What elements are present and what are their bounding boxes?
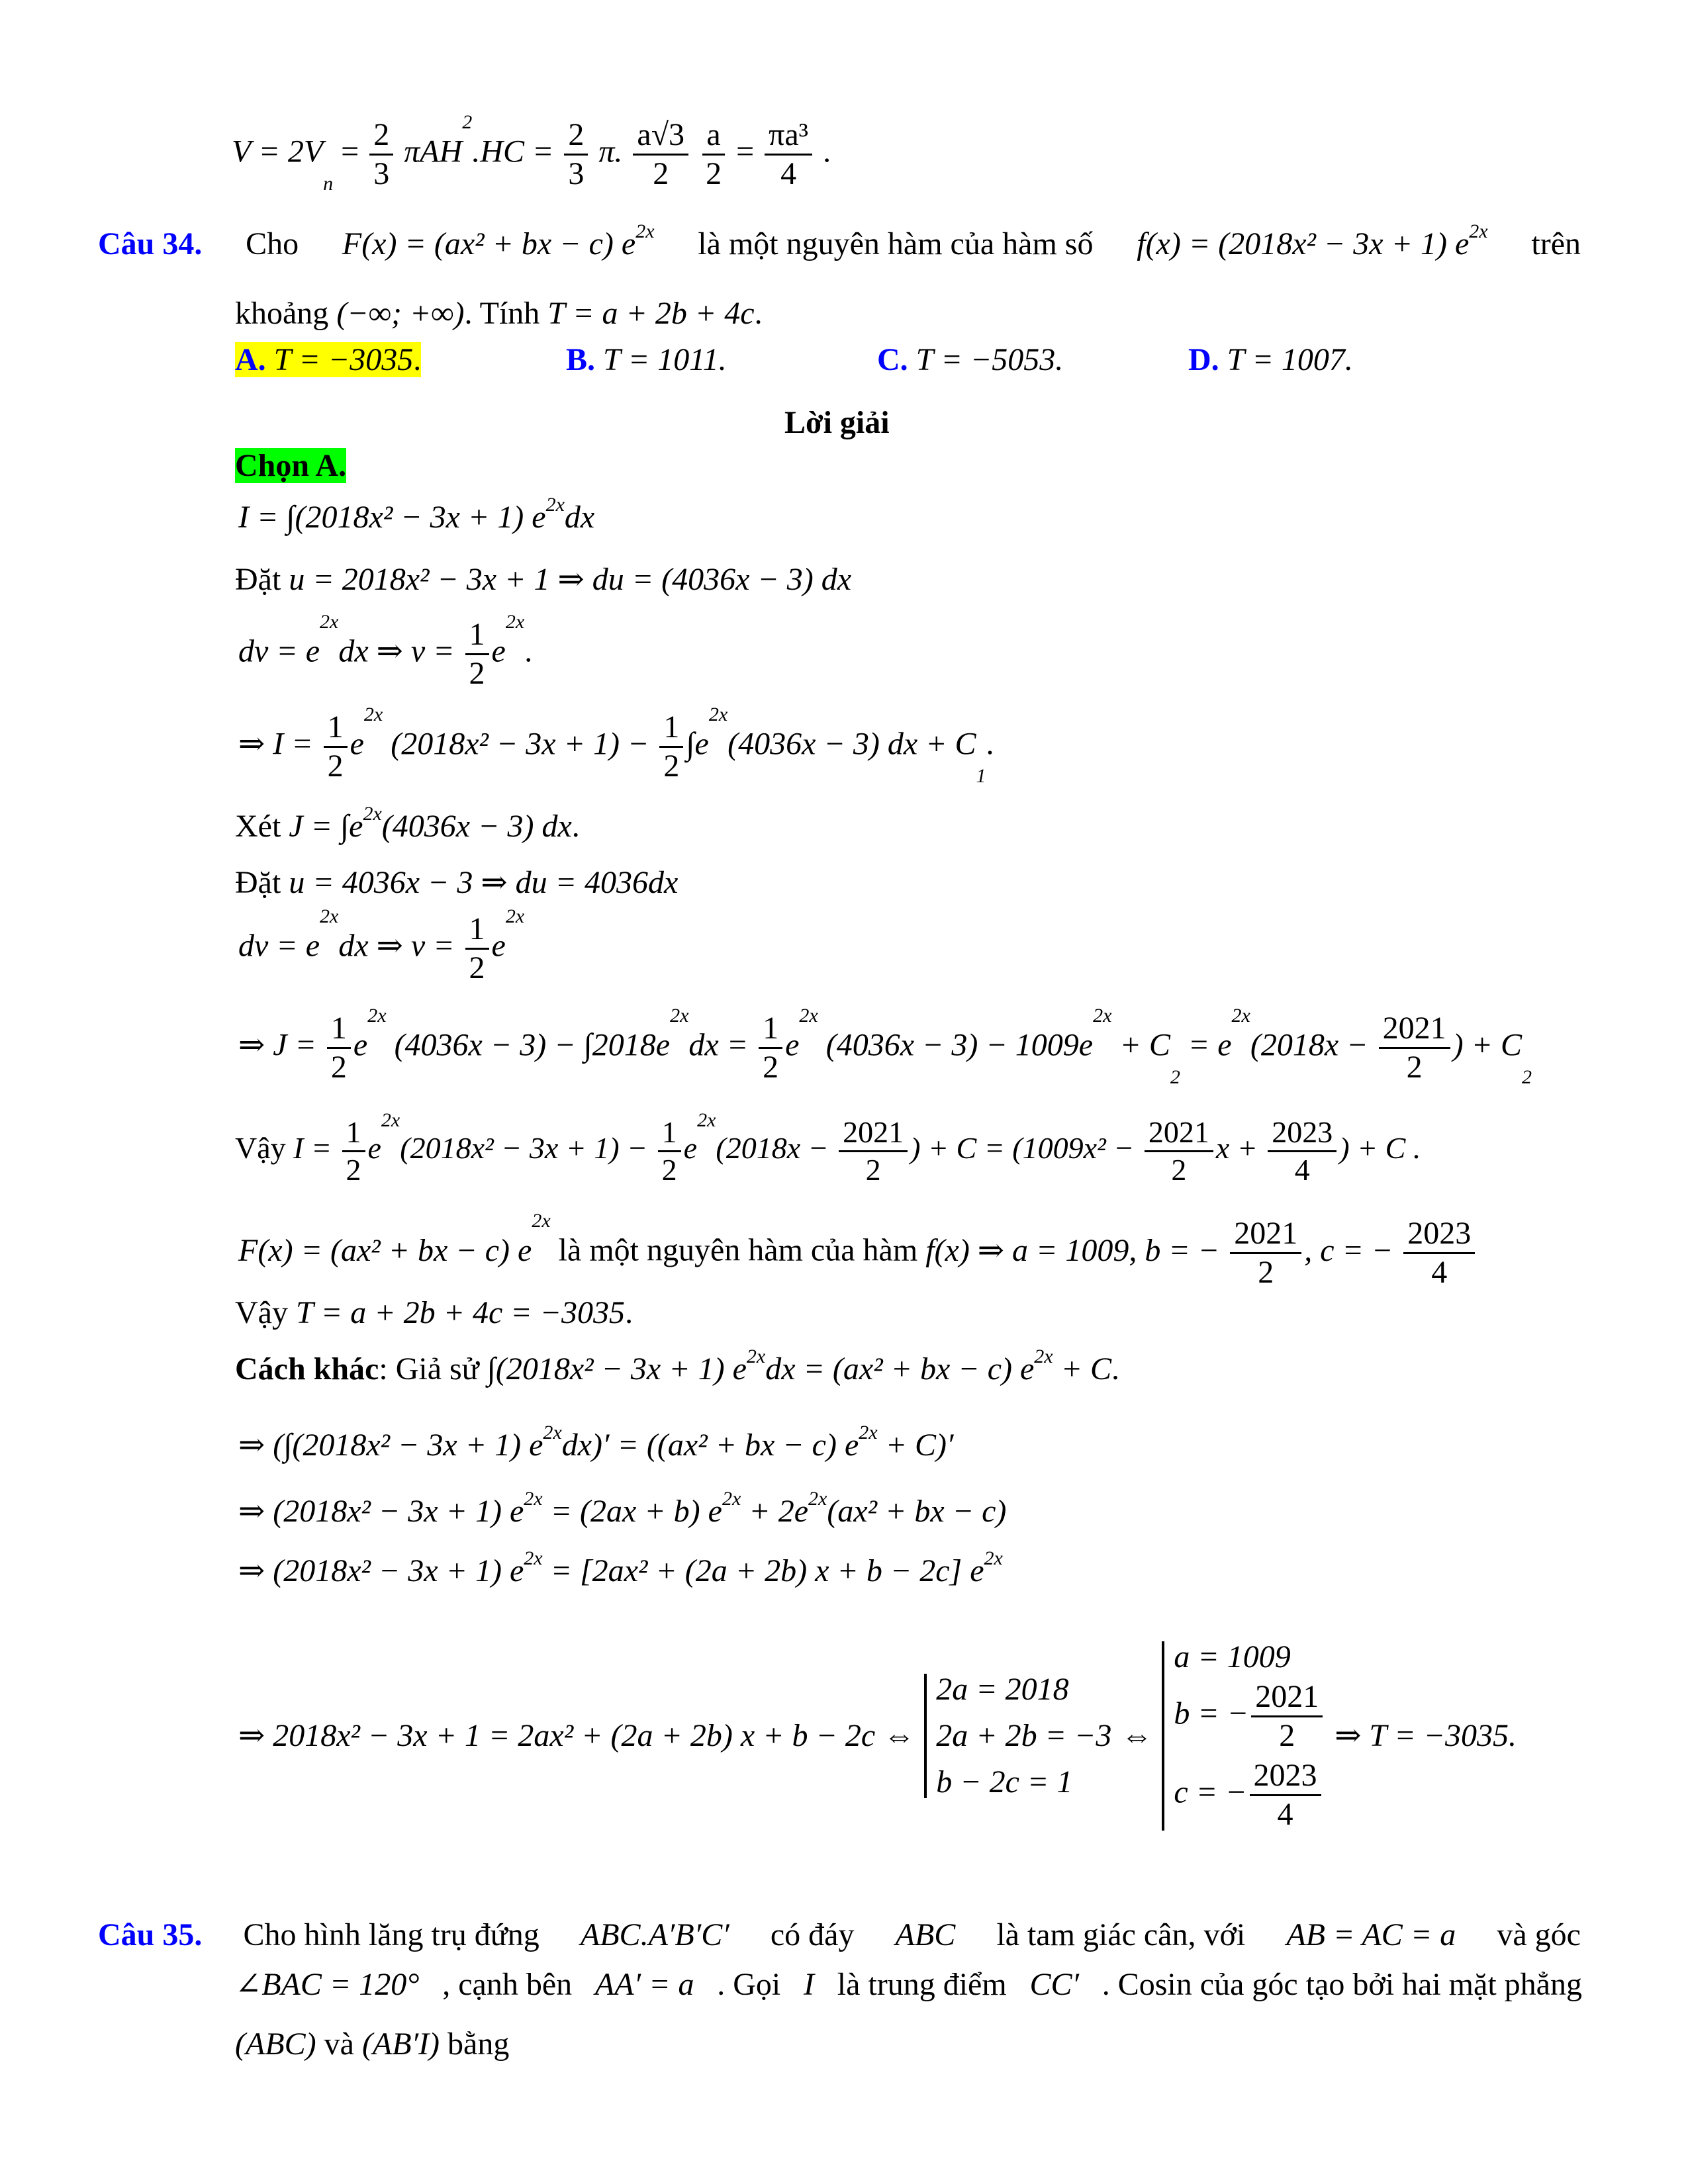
q34-label: Câu 34. — [98, 226, 203, 261]
q35-line1: Câu 35. Cho hình lăng trụ đứng ABC.A′B′C′ có đáy ABC là tam giác cân, với AB = AC = a và góc — [98, 1917, 1581, 1952]
sol-line-13: ⇒ (∫(2018x² − 3x + 1) $e^{2x}dx)' = ((ax^2$ + bx − c) $e^{2x} + C)'$ — [238, 1422, 954, 1463]
sol-line-15: ⇒ (2018x² − 3x + 1) $e^{2x} = [2ax^2 + (2a + 2b) x + b - 2c]$ $e^{2x}$ — [238, 1547, 1003, 1588]
q34-line1: Câu 34. Cho F(x) = (ax² + bx − c) $e^{2x}$ là một nguyên hàm của hàm số f(x) = (2018x² − 3x + 1) $e^{2x}$ trên — [98, 220, 1581, 261]
sol-line-6: Đặt u = 4036x − 3 ⇒ du = 4036dx — [235, 865, 679, 900]
q34-option-a[interactable]: A. T = −3035. — [235, 342, 422, 377]
q35-line3: (ABC) và (AB′I) bằng — [235, 2026, 510, 2062]
solution-heading: Lời giải — [784, 405, 890, 440]
sol-line-12: Cách khác: Giả sử ∫(2018x² − 3x + 1) $e^{2x}dx = (ax^2$ + bx − c) $e^{2x} + C$. — [235, 1345, 1120, 1387]
q34-option-c[interactable]: C. T = −5053. — [877, 342, 1064, 377]
sol-line-9: Vậy I = $\frac{1}{2}$ $e^{2x}(2018x^2 - 3x + 1)$ − $\frac{1}{2}$ $e^{2x}(2018x$ − $\frac{2021}{2}$ ) + C = (1009x² − $\frac{2021}{2}$ x + $\frac{2023}{4}$ ) + C . — [235, 1109, 1421, 1187]
q34-option-d[interactable]: D. T = 1007. — [1188, 342, 1353, 377]
equation-system-2: a = 1009 b = − $\frac{2021}{2}$ c = − $\frac{2023}{4}$ — [1162, 1641, 1325, 1831]
sol-line-5: Xét $J = \int e^{2x}(4036x - 3)$ dx. — [235, 803, 580, 844]
sol-line-14: ⇒ (2018x² − 3x + 1) $e^{2x} = (2ax + b) e^{2x} + 2e^{2x}(ax^2$ + bx − c) — [238, 1488, 1007, 1529]
sol-line-1: I = ∫(2018x² − 3x + 1) $e^{2x}dx$ — [238, 494, 595, 535]
sol-line-11: Vậy T = a + 2b + 4c = −3035. — [235, 1295, 633, 1330]
sol-line-7: dv = $e^{2x}dx$ ⇒ v = $\frac{1}{2}$ $e^{2x}$ — [238, 905, 525, 985]
sol-line-16: ⇒ 2018x² − 3x + 1 = 2ax² + (2a + 2b) x + b − 2c ⇔ 2a = 2018 2a + 2b = −3 b − 2c = 1 ⇔ a = 1009 b = − $\frac{2021}{2}$ c = − $\frac{2023}{4}$ ⇒ T = −3035. — [238, 1639, 1517, 1832]
chosen-answer: Chọn A. — [235, 448, 347, 483]
volume-formula: $V = 2V_n$ = $\frac{2}{3}$ πAH$^2$.HC = $\frac{2}{3}$ π. $\frac{a√3}{2}$ $\frac{a}{2}$ = $\frac{\text{πa³}}{4}$ . — [232, 111, 831, 195]
sol-line-3: dv = $e^{2x}dx$ ⇒ v = $\frac{1}{2}$ $e^{2x}$. — [238, 611, 533, 691]
sol-line-2: Đặt u = 2018x² − 3x + 1 ⇒ du = (4036x − 3) dx — [235, 562, 852, 597]
sol-line-4: ⇒ I = $\frac{1}{2}$ $e^{2x}$ (2018x² − 3x + 1) − $\frac{1}{2}$ $\int e^{2x}(4036x - 3)$ dx + $C_1$. — [238, 704, 994, 787]
equation-system-1: 2a = 2018 2a + 2b = −3 b − 2c = 1 — [924, 1674, 1111, 1798]
q35-label: Câu 35. — [98, 1917, 203, 1952]
sol-line-10: F(x) = (ax² + bx − c) $e^{2x}$ là một nguyên hàm của hàm f(x) ⇒ a = 1009, b = − $\frac{2021}{2}$ , c = − $\frac{2023}{4}$ — [238, 1218, 1477, 1289]
sol-line-8: ⇒ J = $\frac{1}{2}$ $e^{2x}$ $(4036x - 3) - \int 2018e^{2x}dx$ = $\frac{1}{2}$ $e^{2x}$ $(4036x - 3) - 1009e^{2x} + C_2 = e^{2x}(2018x$ − $\frac{2021}{2}$ ) + $C_2$ — [238, 1005, 1532, 1088]
q35-line2: ∠BAC = 120° , cạnh bên AA′ = a . Gọi I là trung điểm CC′ . Cosin của góc tạo bởi hai mặt phẳng — [235, 1967, 1582, 2002]
q34-option-b[interactable]: B. T = 1011. — [566, 342, 727, 377]
q34-line2: khoảng (−∞; +∞). Tính T = a + 2b + 4c. — [235, 296, 763, 331]
